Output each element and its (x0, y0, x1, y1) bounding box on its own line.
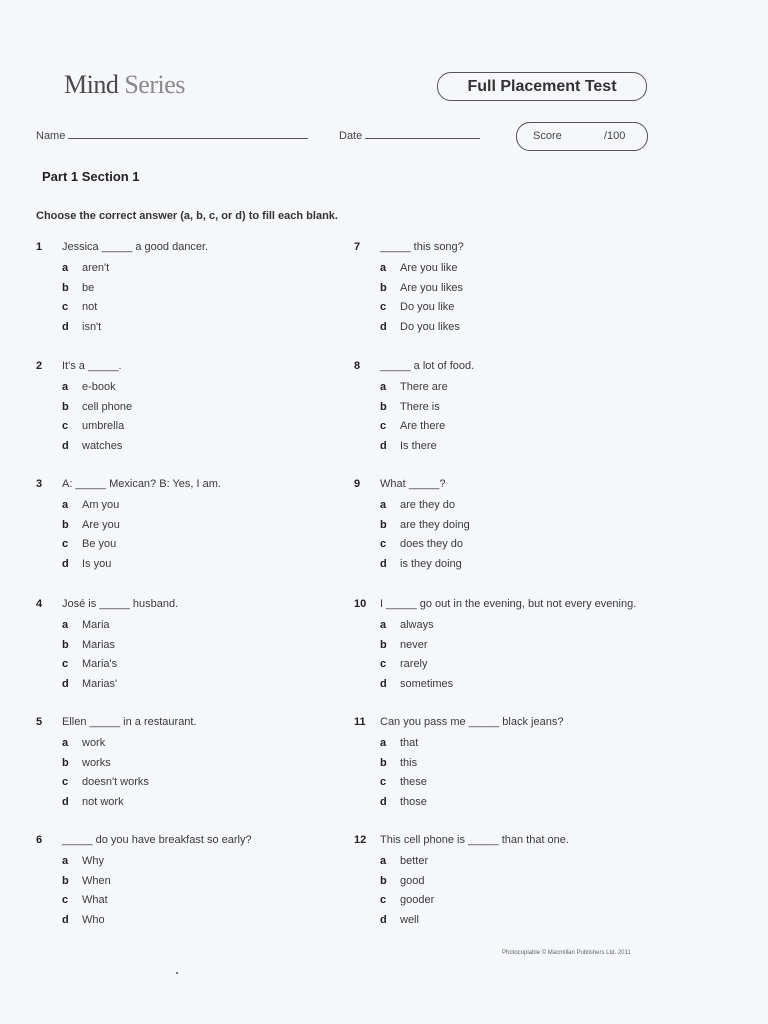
option-text: isn't (82, 320, 102, 333)
option-text: are they doing (400, 518, 470, 531)
option-letter: a (62, 619, 69, 631)
option-text: Are you (82, 518, 120, 531)
option-letter: c (380, 301, 387, 313)
logo-series: Series (118, 70, 185, 99)
option-text: Marias (82, 638, 116, 651)
option-letter: c (62, 776, 69, 788)
option-text: watches (82, 439, 123, 452)
option-letter: c (62, 420, 69, 432)
name-label: Name (36, 130, 66, 142)
option-text: cell phone (82, 400, 133, 413)
answer-option-c[interactable] (62, 420, 124, 432)
answer-option-b[interactable] (380, 757, 417, 769)
answer-option-a[interactable] (380, 855, 428, 867)
answer-option-c[interactable] (62, 776, 149, 788)
question-8 (354, 360, 654, 460)
option-text: always (400, 619, 434, 631)
option-text: never (400, 638, 428, 651)
option-text: is they doing (400, 557, 462, 570)
answer-option-c[interactable] (62, 301, 97, 313)
option-text: are they do (400, 499, 456, 511)
question-number: 9 (354, 478, 361, 490)
option-letter: d (62, 677, 69, 690)
answer-option-c[interactable] (380, 301, 454, 313)
copyright-footer: Photocopiable © Macmillan Publishers Ltd. 2011 (502, 950, 631, 956)
option-text: There are (400, 381, 448, 393)
answer-option-b[interactable] (62, 282, 94, 294)
option-text: Maria's (82, 658, 118, 670)
option-text: good (400, 874, 425, 887)
question-12 (354, 834, 654, 934)
option-letter: c (380, 776, 387, 788)
option-letter: a (380, 737, 387, 749)
question-stem: _____ do you have breakfast so early? (62, 834, 252, 846)
option-letter: b (380, 400, 387, 413)
question-stem: Ellen _____ in a restaurant. (62, 716, 197, 728)
option-text: Am you (82, 499, 120, 511)
answer-option-d[interactable] (62, 796, 124, 808)
option-text: e-book (82, 381, 116, 393)
option-text: these (400, 776, 427, 788)
option-letter: b (380, 756, 387, 769)
option-text: When (82, 874, 111, 887)
page-title: Full Placement Test (437, 72, 647, 101)
question-9 (354, 478, 654, 578)
option-text: rarely (400, 658, 428, 670)
option-letter: d (62, 795, 69, 808)
speck (176, 972, 178, 974)
question-stem: This cell phone is _____ than that one. (380, 834, 569, 846)
answer-option-a[interactable] (62, 855, 104, 867)
option-text: work (82, 737, 106, 749)
option-text: Maria (82, 619, 110, 631)
option-letter: b (62, 281, 69, 294)
option-letter: a (62, 737, 69, 749)
answer-option-d[interactable] (380, 440, 437, 452)
question-7 (354, 241, 654, 341)
option-letter: d (380, 913, 387, 926)
question-2 (36, 360, 336, 460)
option-letter: b (62, 518, 69, 531)
option-text: doesn't works (82, 776, 149, 788)
option-letter: d (380, 439, 387, 452)
answer-option-a[interactable] (380, 499, 455, 511)
question-number: 2 (36, 360, 43, 372)
option-letter: d (62, 913, 69, 926)
option-letter: b (62, 756, 69, 769)
question-number: 7 (354, 241, 361, 253)
option-text: Do you likes (400, 320, 460, 333)
section-title: Part 1 Section 1 (42, 169, 140, 184)
option-text: Are you likes (400, 281, 463, 294)
answer-option-b[interactable] (62, 757, 111, 769)
option-letter: a (62, 499, 69, 511)
answer-option-d[interactable] (62, 558, 111, 570)
date-field[interactable] (339, 128, 480, 142)
option-letter: d (380, 557, 387, 570)
name-field[interactable] (36, 128, 308, 142)
answer-option-c[interactable] (62, 538, 116, 550)
answer-option-c[interactable] (380, 538, 463, 550)
option-letter: b (62, 874, 69, 887)
option-text: be (82, 281, 95, 294)
instructions: Choose the correct answer (a, b, c, or d) to fill each blank. (36, 210, 338, 222)
question-10 (354, 598, 654, 698)
option-text: works (82, 756, 111, 769)
option-text: There is (400, 400, 440, 413)
option-letter: a (380, 499, 387, 511)
answer-option-b[interactable] (62, 401, 132, 413)
question-stem: I _____ go out in the evening, but not every evening. (380, 598, 637, 610)
answer-option-a[interactable] (380, 262, 457, 274)
option-letter: d (380, 320, 387, 333)
question-number: 10 (354, 598, 367, 610)
answer-option-d[interactable] (380, 678, 453, 690)
answer-option-b[interactable] (62, 519, 120, 531)
option-text: Marias' (82, 677, 118, 690)
answer-option-c[interactable] (380, 894, 434, 906)
answer-option-a[interactable] (380, 737, 418, 749)
option-letter: c (62, 658, 69, 670)
option-text: Is you (82, 557, 112, 570)
option-letter: b (62, 400, 69, 413)
option-text: gooder (400, 894, 435, 906)
answer-option-c[interactable] (62, 658, 117, 670)
option-letter: b (380, 874, 387, 887)
option-letter: c (62, 538, 69, 550)
option-text: sometimes (400, 677, 454, 690)
option-text: Why (82, 855, 104, 867)
option-text: well (400, 913, 419, 926)
option-letter: d (62, 557, 69, 570)
question-1 (36, 241, 336, 341)
question-number: 6 (36, 834, 43, 846)
option-text: this (400, 756, 418, 769)
option-text: not (82, 301, 98, 313)
option-text: umbrella (82, 420, 125, 432)
mind-series-logo (64, 70, 185, 100)
answer-option-a[interactable] (62, 737, 105, 749)
option-letter: b (62, 638, 69, 651)
option-text: Are you like (400, 262, 458, 274)
name-blank-line (68, 128, 308, 139)
option-letter: c (380, 538, 387, 550)
question-stem: It's a _____. (62, 360, 122, 372)
option-text: Who (82, 913, 105, 926)
answer-option-a[interactable] (380, 619, 434, 631)
option-text: that (400, 737, 419, 749)
option-text: What (82, 894, 108, 906)
option-letter: d (62, 320, 69, 333)
question-11 (354, 716, 654, 816)
question-4 (36, 598, 336, 698)
answer-option-a[interactable] (62, 619, 110, 631)
answer-option-d[interactable] (62, 914, 105, 926)
option-letter: d (380, 795, 387, 808)
answer-option-a[interactable] (62, 381, 116, 393)
question-3 (36, 478, 336, 578)
option-letter: c (62, 894, 69, 906)
question-number: 8 (354, 360, 361, 372)
option-letter: a (62, 855, 69, 867)
question-number: 3 (36, 478, 43, 490)
answer-option-b[interactable] (62, 639, 115, 651)
option-letter: a (62, 262, 69, 274)
answer-option-d[interactable] (380, 321, 460, 333)
answer-option-b[interactable] (380, 519, 470, 531)
question-stem: Can you pass me _____ black jeans? (380, 716, 564, 728)
answer-option-d[interactable] (380, 558, 462, 570)
option-letter: a (62, 381, 69, 393)
option-text: does they do (400, 538, 463, 550)
option-letter: c (380, 658, 387, 670)
question-stem: _____ this song? (380, 241, 464, 253)
score-box (516, 122, 648, 151)
question-stem: José is _____ husband. (62, 598, 179, 610)
question-stem: _____ a lot of food. (380, 360, 475, 372)
option-letter: d (380, 677, 387, 690)
option-text: Are there (400, 420, 446, 432)
option-letter: d (62, 439, 69, 452)
question-5 (36, 716, 336, 816)
answer-option-a[interactable] (62, 499, 119, 511)
option-letter: b (380, 638, 387, 651)
option-letter: b (380, 518, 387, 531)
option-text: Is there (400, 439, 437, 452)
answer-option-c[interactable] (380, 420, 445, 432)
answer-option-c[interactable] (380, 658, 428, 670)
score-label: Score (533, 130, 562, 142)
option-letter: c (380, 894, 387, 906)
option-text: aren't (82, 262, 110, 274)
answer-option-b[interactable] (380, 639, 428, 651)
answer-option-b[interactable] (380, 282, 463, 294)
answer-option-c[interactable] (380, 776, 427, 788)
question-stem: A: _____ Mexican? B: Yes, I am. (62, 478, 221, 490)
question-number: 4 (36, 598, 43, 610)
date-blank-line (365, 128, 480, 139)
option-letter: a (380, 619, 387, 631)
question-6 (36, 834, 336, 934)
option-letter: a (380, 855, 387, 867)
option-text: those (400, 795, 427, 808)
option-letter: c (380, 420, 387, 432)
answer-option-b[interactable] (62, 875, 111, 887)
score-value: /100 (604, 130, 626, 142)
option-letter: b (380, 281, 387, 294)
answer-option-a[interactable] (380, 381, 448, 393)
option-letter: c (62, 301, 69, 313)
answer-option-c[interactable] (62, 894, 108, 906)
option-text: not work (82, 795, 124, 808)
answer-option-d[interactable] (62, 440, 122, 452)
answer-option-a[interactable] (62, 262, 109, 274)
option-letter: a (380, 262, 387, 274)
answer-option-d[interactable] (62, 678, 117, 690)
question-number: 11 (354, 716, 366, 728)
answer-option-d[interactable] (380, 914, 419, 926)
question-number: 12 (354, 834, 367, 846)
answer-option-b[interactable] (380, 401, 440, 413)
question-stem: What _____? (380, 478, 446, 490)
question-number: 1 (36, 241, 43, 253)
answer-option-b[interactable] (380, 875, 424, 887)
logo-main: Mind (64, 70, 119, 99)
answer-option-d[interactable] (62, 321, 101, 333)
answer-option-d[interactable] (380, 796, 427, 808)
question-number: 5 (36, 716, 43, 728)
option-text: better (400, 855, 429, 867)
option-letter: a (380, 381, 387, 393)
option-text: Be you (82, 538, 117, 550)
option-text: Do you like (400, 301, 455, 313)
date-label: Date (339, 130, 363, 142)
question-stem: Jessica _____ a good dancer. (62, 241, 209, 253)
